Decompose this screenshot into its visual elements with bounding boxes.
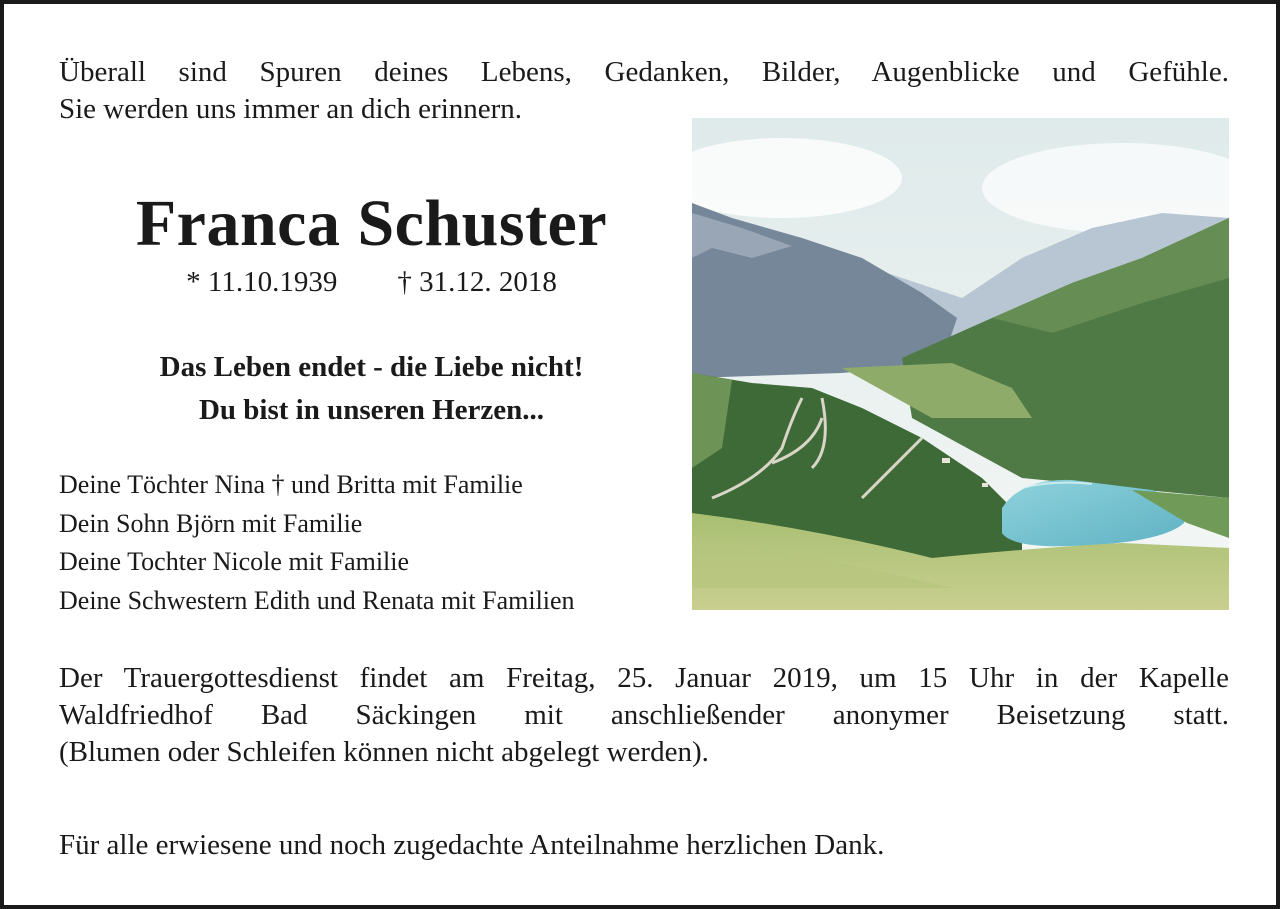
family-line: Deine Töchter Nina † und Britta mit Familie [59,470,523,499]
service-line-3: (Blumen oder Schleifen können nicht abgelegt werden). [59,736,709,768]
intro-line-1: Überall sind Spuren deines Lebens, Gedanken, Bilder, Augenblicke und Gefühle. [59,56,1229,88]
death-date: † 31.12. 2018 [397,266,557,298]
life-dates [59,262,684,302]
intro-line-2: Sie werden uns immer an dich erinnern. [59,93,523,125]
intro-verse [59,54,1229,128]
service-announcement [59,660,1229,771]
family-line: Dein Sohn Björn mit Familie [59,508,363,538]
thanks-note: Für alle erwiesene und noch zugedachte Anteilnahme herzlichen Dank. [59,829,885,861]
service-line-2: Waldfriedhof Bad Säckingen mit anschließender anonymer Beisetzung statt. [59,699,1229,731]
birth-date: * 11.10.1939 [186,266,338,298]
family-line: Deine Schwestern Edith und Renata mit Familien [59,585,575,615]
family-line: Deine Tochter Nicole mit Familie [59,547,410,576]
motto [59,346,684,432]
mountain-landscape-image [692,118,1229,610]
family-list [59,466,575,620]
deceased-name: Franca Schuster [135,187,608,260]
landscape-photo [692,118,1229,610]
motto-line-2: Du bist in unseren Herzen... [198,394,545,426]
service-line-1: Der Trauergottesdienst findet am Freitag, 25. Januar 2019, um 15 Uhr in der Kapelle [59,662,1229,694]
motto-line-1: Das Leben endet - die Liebe nicht! [159,351,584,383]
